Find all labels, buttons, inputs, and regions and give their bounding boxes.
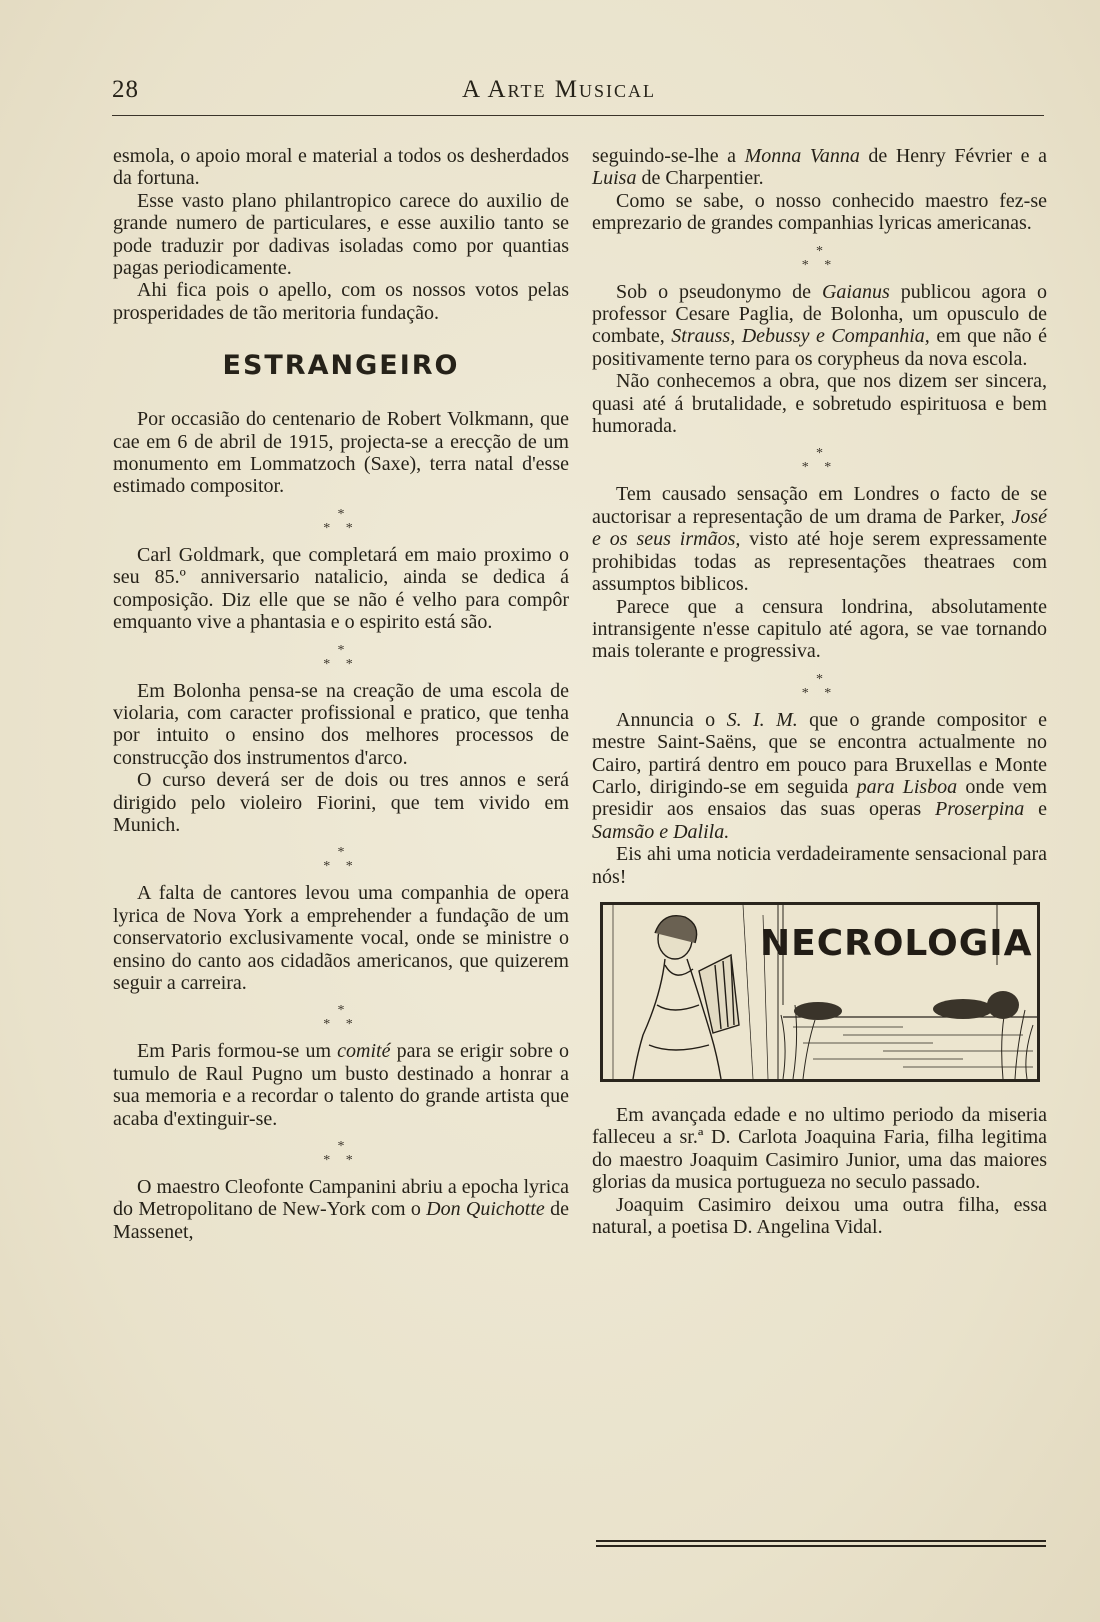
header-rule [112,115,1044,116]
section-title: ESTRANGEIRO [222,350,460,382]
paragraph: Joaquim Casimiro deixou uma outra filha, essa natural, a poetisa D. Angelina Vidal. [592,1193,1047,1238]
asterism-separator: * * * [323,1139,359,1168]
end-rule [596,1540,1046,1547]
paragraph: O curso deverá ser de dois ou tres annos e será dirigido pelo violeiro Fiorini, que tem vivido em Munich. [113,769,569,836]
paragraph: Ahi fica pois o apello, com os nossos votos pelas prosperidades de tão meritoria fundação. [113,279,569,324]
paragraph: Annuncia o S. I. M. que o grande compositor e mestre Saint-Saëns, que se encontra actualmente no Cairo, partirá dentro em pouco para Bruxellas e Monte Carlo, dirigindo-se em seguida para Lisboa onde vem presidir aos ensaios das suas operas Proserpina e Samsão e Dalila. [592,708,1048,843]
right-column [592,145,1047,1238]
page-number: 28 [112,76,139,103]
paragraph: Eis ahi uma noticia verdadeiramente sensacional para nós! [592,843,1047,888]
page-header [112,76,1044,112]
asterism-separator: * * * [801,243,838,273]
paragraph: Não conhecemos a obra, que nos dizem ser sincera, quasi até á brutalidade, e sobretudo espirituosa e bem humorada. [592,370,1047,438]
paragraph: Por occasião do centenario de Robert Volkmann, que cae em 6 de abril de 1915, projecta-se a erecção de um monumento em Lommatzoch (Saxe), terra natal d'esse estimado compositor. [113,408,569,498]
necrologia-title: NECROLOGIA [759,922,1033,964]
paragraph: Tem causado sensação em Londres o facto de se auctorisar a representação de um drama de Parker, José e os seus irmãos, visto até hoje serem expressamente prohibidas todas as representações theatraes com assumptos biblicos. [592,483,1047,596]
paragraph: Carl Goldmark, que completará em maio proximo o seu 85.º anniversario natalicio, ainda se dedica á composição. Diz elle que se não é velho para compôr emquanto vive a phantasia e o espirito está são. [113,543,569,634]
asterism-separator: * * * [323,1003,359,1033]
paragraph: Sob o pseudonymo de Gaianus publicou agora o professor Cesare Paglia, de Bolonha, um opusculo de combate, Strauss, Debussy e Companhia, em que não é positivamente terno para os corypheus da nova escola. [592,280,1048,370]
paragraph: Em Paris formou-se um comité para se erigir sobre o tumulo de Raul Pugno um busto destinado a honrar a sua memoria e a recordar o talento do grande artista que acaba d'extinguir-se. [113,1040,569,1130]
left-column [113,145,569,1243]
asterism-separator: * * * [801,671,838,701]
necrologia-banner [600,902,1040,1082]
paragraph: O maestro Cleofonte Campanini abriu a epocha lyrica do Metropolitano de New-York com o Don Quichotte de Massenet, [113,1176,570,1243]
paragraph: Como se sabe, o nosso conhecido maestro fez-se emprezario de grandes companhias lyricas americanas. [592,189,1047,235]
paragraph: Em avançada edade e no ultimo periodo da miseria falleceu a sr.ª D. Carlota Joaquina Faria, filha legitima do maestro Joaquim Casimiro Junior, uma das maiores glorias da musica portugueza no seculo passado. [592,1103,1047,1194]
paragraph: A falta de cantores levou uma companhia de opera lyrica de Nova York a emprehender a fundação de um conservatorio exclusivamente vocal, onde se ministre o ensino do canto aos cidadãos americanos, que quizerem seguir a carreira. [113,882,569,994]
journal-title: A Arte Musical [462,76,656,103]
paragraph: Esse vasto plano philantropico carece do auxilio de grande numero de particulares, e esse auxilio tanto se pode traduzir por dadivas isoladas como por quantias pagas periodicamente. [113,189,569,280]
asterism-separator: * * * [323,642,359,672]
paragraph: esmola, o apoio moral e material a todos os desherdados da fortuna. [113,145,569,190]
paragraph: seguindo-se-lhe a Monna Vanna de Henry Février e a Luisa de Charpentier. [592,145,1047,190]
asterism-separator: * * * [323,506,359,536]
paragraph: Parece que a censura londrina, absolutamente intransigente n'esse capitulo até agora, se vae tornando mais tolerante e progressiva. [592,595,1047,663]
asterism-separator: * * * [323,845,359,875]
asterism-separator: * * * [801,446,838,476]
paragraph: Em Bolonha pensa-se na creação de uma escola de violaria, com caracter profissional e pratico, que tenha por intuito o ensino dos melhores processos de construcção dos instrumentos d'arco. [113,679,569,769]
